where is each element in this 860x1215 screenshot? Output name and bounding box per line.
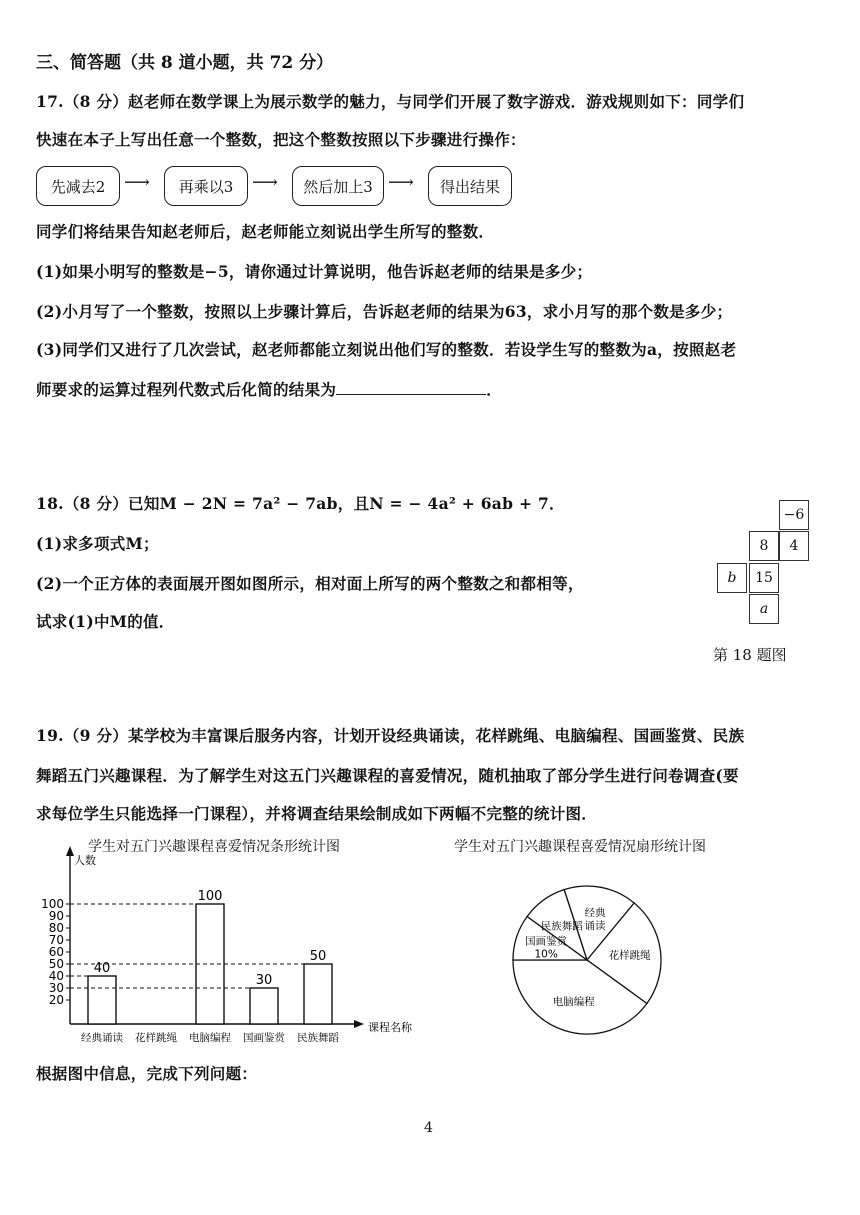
flow-arrow-icon: ⟶ <box>388 172 414 193</box>
q17-part1: (1)如果小明写的整数是−5，请你通过计算说明，他告诉赵老师的结果是多少； <box>36 262 593 281</box>
y-tick-label: 30 <box>48 981 64 995</box>
bar <box>88 976 116 1024</box>
y-axis-arrow-icon <box>66 846 74 856</box>
y-tick-label: 60 <box>48 945 64 959</box>
q18-figure-caption: 第 18 题图 <box>713 646 787 664</box>
y-tick-label: 50 <box>48 957 64 971</box>
y-tick-label: 100 <box>41 897 64 911</box>
q17-part3-end: ． <box>486 380 503 399</box>
net-cell: 15 <box>749 563 779 593</box>
q18-line1: 18.（8 分）已知M − 2N = 7a² − 7ab，且N = − 4a² + 6ab + 7． <box>36 494 565 513</box>
x-axis-arrow-icon <box>354 1020 364 1028</box>
q19-line3: 求每位学生只能选择一门课程），并将调查结果绘制成如下两幅不完整的统计图． <box>36 804 598 823</box>
q17-part3b-row <box>36 378 502 400</box>
net-cell: a <box>749 594 779 624</box>
x-tick-label: 经典诵读 <box>81 1032 123 1044</box>
y-axis-label: 人数 <box>74 854 96 867</box>
q19-line2: 舞蹈五门兴趣课程．为了解学生对这五门兴趣课程的喜爱情况，随机抽取了部分学生进行问卷调查(要 <box>36 766 739 785</box>
y-tick-label: 40 <box>48 969 64 983</box>
x-axis-label: 课程名称 <box>368 1021 412 1034</box>
flow-step-add: 然后加上3 <box>292 166 384 206</box>
pie-slice-label: 经典诵读 <box>584 906 606 932</box>
q19-line1: 19.（9 分）某学校为丰富课后服务内容，计划开设经典诵读，花样跳绳、电脑编程、国画鉴赏、民族 <box>36 726 745 745</box>
y-tick-label: 70 <box>48 933 64 947</box>
q19-closing: 根据图中信息，完成下列问题： <box>36 1064 258 1083</box>
bar-chart-title: 学生对五门兴趣课程喜爱情况条形统计图 <box>88 839 340 855</box>
y-tick-label: 90 <box>48 909 64 923</box>
pie-slice-label: 电脑编程 <box>552 995 595 1008</box>
bar-chart <box>30 840 430 1050</box>
flow-step-subtract: 先减去2 <box>36 166 120 206</box>
y-tick-label: 80 <box>48 921 64 935</box>
pie-slice-label: 花样跳绳 <box>608 949 651 962</box>
q17-line3: 同学们将结果告知赵老师后，赵老师能立刻说出学生所写的整数． <box>36 222 495 241</box>
q18-part1: (1)求多项式M； <box>36 534 159 553</box>
bar-data-label: 100 <box>197 889 223 904</box>
q17-part2: (2)小月写了一个整数，按照以上步骤计算后，告诉赵老师的结果为63，求小月写的那个数是多少； <box>36 302 733 321</box>
bar <box>250 988 278 1024</box>
net-cell: −6 <box>779 500 809 530</box>
pie-slice-label: 国画鉴赏 10% <box>525 935 568 961</box>
y-tick-label: 20 <box>48 993 64 1007</box>
q17-line2: 快速在本子上写出任意一个整数，把这个整数按照以下步骤进行操作： <box>36 130 526 149</box>
page-number: 4 <box>424 1120 433 1136</box>
section-heading: 三、简答题（共 8 道小题，共 72 分） <box>36 53 334 73</box>
q18-part2: (2)一个正方体的表面展开图如图所示，相对面上所写的两个整数之和都相等， <box>36 574 584 593</box>
pie-slice-label: 民族舞蹈 <box>540 920 583 933</box>
bar <box>304 964 332 1024</box>
bar-data-label: 40 <box>93 961 111 976</box>
pie-chart-title: 学生对五门兴趣课程喜爱情况扇形统计图 <box>454 839 706 855</box>
net-cell: 8 <box>749 531 779 561</box>
q17-part3b: 师要求的运算过程列代数式后化简的结果为 <box>36 380 337 399</box>
x-tick-label: 国画鉴赏 <box>243 1032 285 1044</box>
q17-line1: 17.（8 分）赵老师在数学课上为展示数学的魅力，与同学们开展了数字游戏．游戏规则如下：同学们 <box>36 92 745 111</box>
x-tick-label: 花样跳绳 <box>135 1032 177 1044</box>
net-cell: b <box>717 563 747 593</box>
bar-data-label: 30 <box>255 973 273 988</box>
q17-part3a: (3)同学们又进行了几次尝试，赵老师都能立刻说出他们写的整数．若设学生写的整数为a，按照赵老 <box>36 340 737 359</box>
flow-arrow-icon: ⟶ <box>252 172 278 193</box>
flow-step-result: 得出结果 <box>428 166 512 206</box>
pie-chart <box>490 880 690 1050</box>
x-tick-label: 电脑编程 <box>189 1032 231 1044</box>
net-cell: 4 <box>779 531 809 561</box>
bar-data-label: 50 <box>309 949 327 964</box>
flow-arrow-icon: ⟶ <box>124 172 150 193</box>
x-tick-label: 民族舞蹈 <box>297 1032 339 1044</box>
flow-step-multiply: 再乘以3 <box>164 166 248 206</box>
answer-blank[interactable] <box>336 380 486 395</box>
q18-part2b: 试求(1)中M的值． <box>36 612 175 631</box>
